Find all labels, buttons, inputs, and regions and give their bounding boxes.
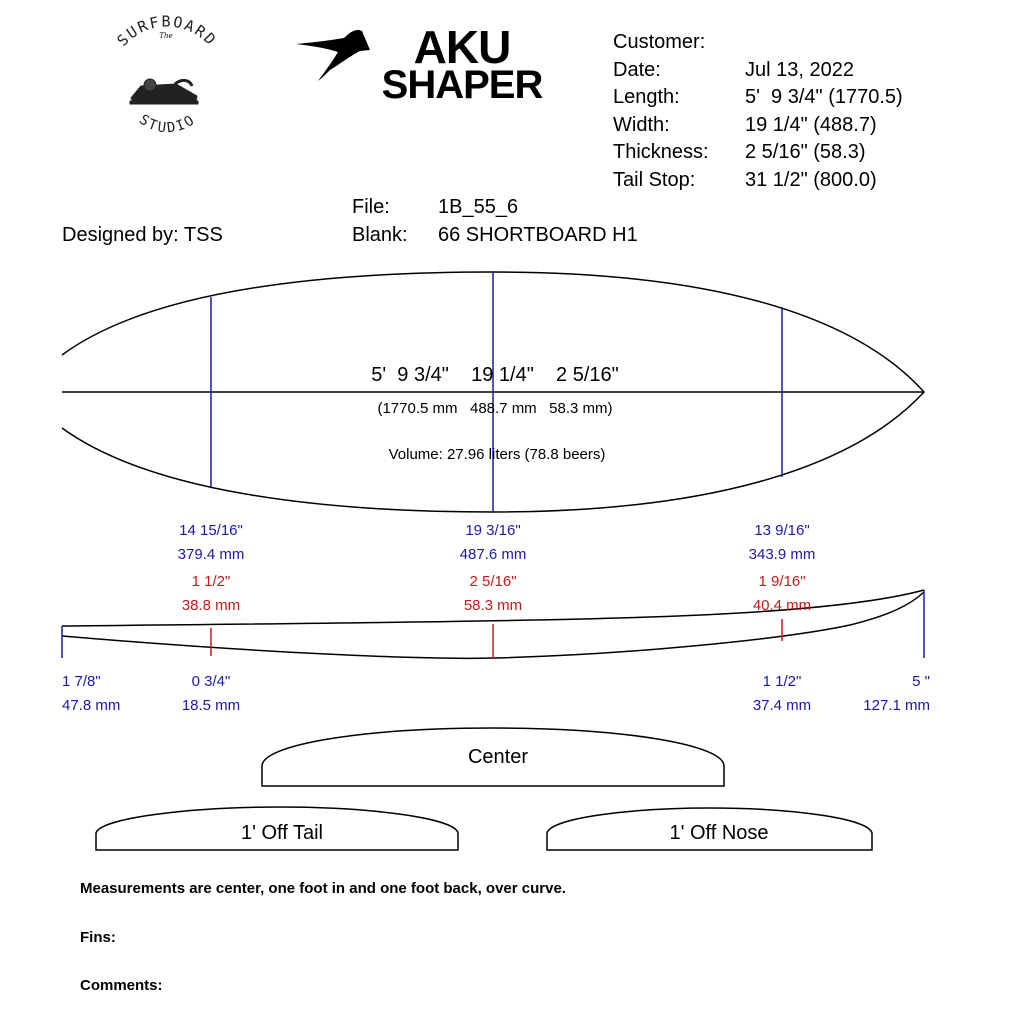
tail-width-imperial: 14 15/16"	[179, 522, 243, 539]
rocker-tailft-imperial: 0 3/4"	[191, 673, 231, 690]
logo-bottom-text: STUDIO	[136, 111, 199, 137]
fins-label: Fins:	[80, 929, 116, 946]
logo-top-text: SURFBOARD	[113, 12, 221, 50]
rocker-tailft-measure	[141, 670, 281, 718]
svg-text:SURFBOARD	[113, 13, 220, 50]
rocker-nose-measure	[850, 670, 930, 718]
date-label: Date:	[613, 58, 661, 81]
tail-width-metric: 379.4 mm	[177, 546, 245, 563]
board-outline	[62, 272, 924, 512]
nose-rail-label: 1' Off Nose	[669, 822, 769, 844]
designed-by: Designed by: TSS	[62, 224, 223, 246]
comments-label: Comments:	[80, 977, 163, 994]
tail-thickness-imperial: 1 1/2"	[191, 573, 231, 590]
outline-volume: Volume: 27.96 liters (78.8 beers)	[388, 446, 606, 463]
rocker-nose-imperial: 5 "	[912, 673, 930, 690]
tailstop-label: Tail Stop:	[613, 168, 696, 191]
brand-title	[372, 21, 552, 107]
nose-width-measure	[712, 519, 852, 567]
header-info	[613, 29, 903, 194]
blank-label: Blank:	[352, 224, 408, 246]
brand-line-2: SHAPER	[381, 63, 543, 107]
rocker-tail-metric: 47.8 mm	[62, 697, 121, 714]
tail-thickness-measure	[141, 570, 281, 618]
nose-thickness-measure	[712, 570, 852, 618]
file-value: 1B_55_6	[438, 196, 519, 218]
hand-plane-icon	[130, 79, 198, 104]
center-rail-label: Center	[467, 746, 529, 768]
nose-width-metric: 343.9 mm	[748, 546, 816, 563]
date-value: Jul 13, 2022	[745, 58, 854, 81]
measurements-note: Measurements are center, one foot in and one foot back, over curve.	[80, 880, 566, 897]
logo-small-text: The	[159, 32, 173, 40]
file-label: File:	[352, 196, 390, 218]
center-thickness-measure	[423, 570, 563, 618]
tail-rail-label: 1' Off Tail	[240, 822, 323, 844]
rocker-noseft-imperial: 1 1/2"	[762, 673, 802, 690]
outline-dims-imperial: 5' 9 3/4" 19 1/4" 2 5/16"	[371, 364, 619, 386]
blank-value: 66 SHORTBOARD H1	[438, 224, 638, 246]
length-label: Length:	[613, 86, 680, 108]
thickness-value: 2 5/16" (58.3)	[745, 141, 866, 163]
nose-thickness-imperial: 1 9/16"	[758, 573, 806, 590]
tailstop-value: 31 1/2" (800.0)	[745, 168, 877, 191]
bird-icon	[296, 30, 370, 81]
center-width-imperial: 19 3/16"	[465, 522, 521, 539]
width-label: Width:	[613, 113, 670, 136]
tail-thickness-metric: 38.8 mm	[181, 597, 241, 614]
rocker-nose-metric: 127.1 mm	[863, 697, 930, 714]
rocker-tailft-metric: 18.5 mm	[181, 697, 241, 714]
center-width-measure	[423, 519, 563, 567]
tail-width-measure	[141, 519, 281, 567]
rocker-tail-imperial: 1 7/8"	[62, 673, 101, 690]
brand-line-1: AKU	[413, 21, 511, 73]
nose-width-imperial: 13 9/16"	[754, 522, 810, 539]
center-width-metric: 487.6 mm	[459, 546, 527, 563]
rocker-tail-measure	[62, 670, 120, 718]
rocker-noseft-metric: 37.4 mm	[752, 697, 812, 714]
nose-thickness-metric: 40.4 mm	[752, 597, 812, 614]
center-thickness-metric: 58.3 mm	[463, 597, 523, 614]
outline-dims-metric: (1770.5 mm 488.7 mm 58.3 mm)	[377, 400, 613, 417]
svg-text:STUDIO	[136, 112, 199, 137]
thickness-label: Thickness:	[613, 141, 709, 163]
length-value: 5' 9 3/4" (1770.5)	[745, 86, 903, 108]
rocker-noseft-measure	[712, 670, 852, 718]
center-thickness-imperial: 2 5/16"	[469, 573, 517, 590]
width-value: 19 1/4" (488.7)	[745, 113, 877, 136]
customer-label: Customer:	[613, 31, 706, 53]
